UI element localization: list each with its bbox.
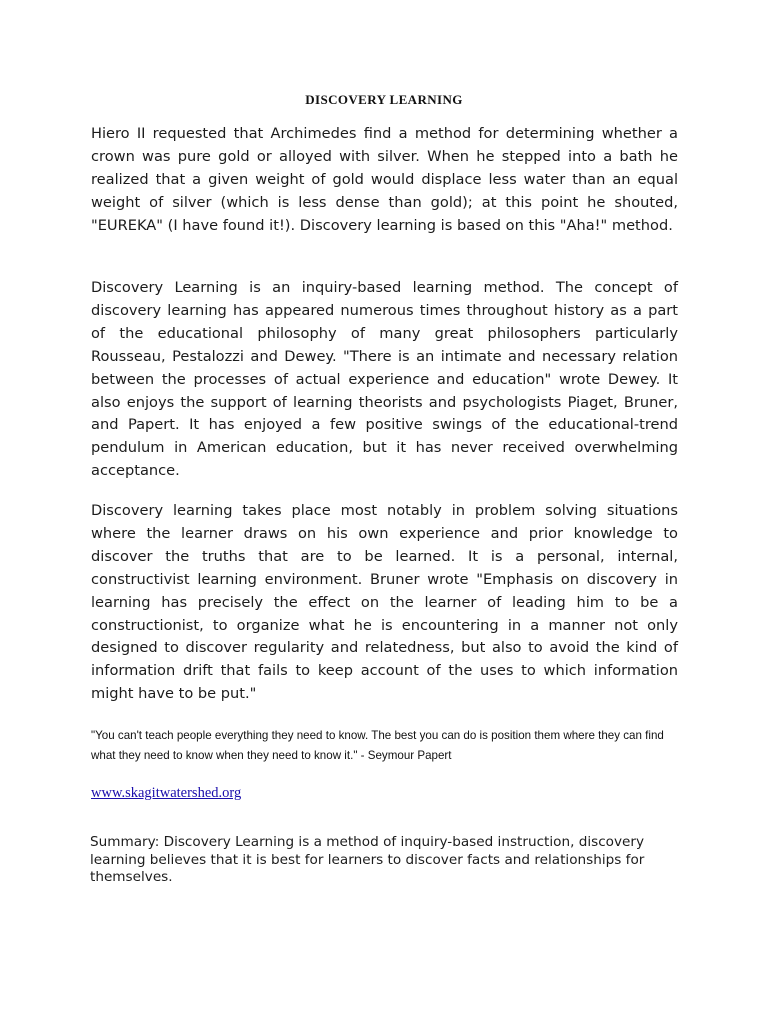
papert-quote: "You can't teach people everything they need to know. The best you can do is position them where they can find what they need to know when they need to know it." - Seymour Papert <box>91 729 664 762</box>
paragraph-problem-solving: Discovery learning takes place most notably in problem solving situations where the learner draws on his own experience and prior knowledge to discover the truths that are to be learned. It is a personal, internal, constructivist learning environment. Bruner wrote "Emphasis on discovery in learning has precisely the effect on the learner of leading him to be a constructionist, to organize what he is encountering in a manner not only designed to discover regularity and relatedness, but also to avoid the kind of information drift that fails to keep account of the uses to which information might have to be put." <box>91 502 678 703</box>
paragraph-archimedes: Hiero II requested that Archimedes find a method for determining whether a crown was pure gold or alloyed with silver. When he stepped into a bath he realized that a given weight of gold would displace less water than an equal weight of silver (which is less dense than gold); at this point he shouted, "EUREKA" (I have found it!). Discovery learning is based on this "Aha!" method. <box>91 125 678 234</box>
skagitwatershed-link[interactable]: www.skagitwatershed.org <box>91 785 242 801</box>
summary-paragraph: Summary: Discovery Learning is a method of inquiry-based instruction, discovery learning believes that it is best for learners to discover facts and relationships for themselves. <box>90 834 645 885</box>
paragraph-inquiry-method: Discovery Learning is an inquiry-based learning method. The concept of discovery learning has appeared numerous times throughout history as a part of the educational philosophy of many great philosophers particularly Rousseau, Pestalozzi and Dewey. "There is an intimate and necessary relation between the processes of actual experience and education" wrote Dewey. It also enjoys the support of learning theorists and psychologists Piaget, Bruner, and Papert. It has enjoyed a few positive swings of the educational-trend pendulum in American education, but it has never received overwhelming acceptance. <box>91 279 678 480</box>
document-title: DISCOVERY LEARNING <box>305 92 463 107</box>
